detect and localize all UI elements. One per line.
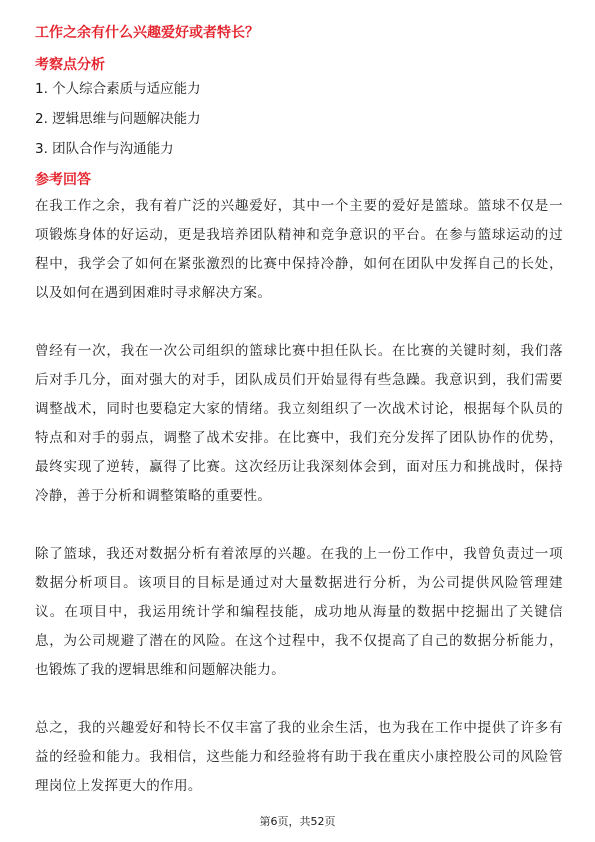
analysis-point: 2. 逻辑思维与问题解决能力 (35, 111, 201, 127)
answer-paragraph: 在我工作之余，我有着广泛的兴趣爱好，其中一个主要的爱好是篮球。篮球不仅是一项锻炼身体的好运动，更是我培养团队精神和竞争意识的平台。在参与篮球运动的过程中，我学会了如何在紧张激烈的比赛中保持冷静，如何在团队中发挥自己的长处，以及如何在遇到困难时寻求解决方案。 (35, 198, 563, 301)
analysis-points-list (35, 79, 201, 169)
answer-paragraph: 曾经有一次，我在一次公司组织的篮球比赛中担任队长。在比赛的关键时刻，我们落后对手几分，面对强大的对手，团队成员们开始显得有些急躁。我意识到，我们需要调整战术，同时也要稳定大家的情绪。我立刻组织了一次战术讨论，根据每个队员的特点和对手的弱点，调整了战术安排。在比赛中，我们充分发挥了团队协作的优势，最终实现了逆转，赢得了比赛。这次经历让我深刻体会到，面对压力和挑战时，保持冷静，善于分析和调整策略的重要性。 (35, 343, 563, 504)
answer-heading: 参考回答 (35, 172, 91, 188)
answer-paragraph: 总之，我的兴趣爱好和特长不仅丰富了我的业余生活，也为我在工作中提供了许多有益的经验和能力。我相信，这些能力和经验将有助于我在重庆小康控股公司的风险管理岗位上发挥更大的作用。 (35, 720, 563, 794)
page-number: 第6页，共52页 (259, 815, 336, 828)
analysis-point: 3. 团队合作与沟通能力 (35, 141, 174, 157)
answer-paragraph: 除了篮球，我还对数据分析有着浓厚的兴趣。在我的上一份工作中，我曾负责过一项数据分析项目。该项目的目标是通过对大量数据进行分析，为公司提供风险管理建议。在项目中，我运用统计学和编程技能，成功地从海量的数据中挖掘出了关键信息，为公司规避了潜在的风险。在这个过程中，我不仅提高了自己的数据分析能力，也锻炼了我的逻辑思维和问题解决能力。 (35, 546, 563, 678)
analysis-point: 1. 个人综合素质与适应能力 (35, 81, 201, 97)
analysis-heading: 考察点分析 (35, 57, 105, 73)
answer-body (35, 192, 563, 801)
question-title: 工作之余有什么兴趣爱好或者特长？ (35, 25, 259, 41)
